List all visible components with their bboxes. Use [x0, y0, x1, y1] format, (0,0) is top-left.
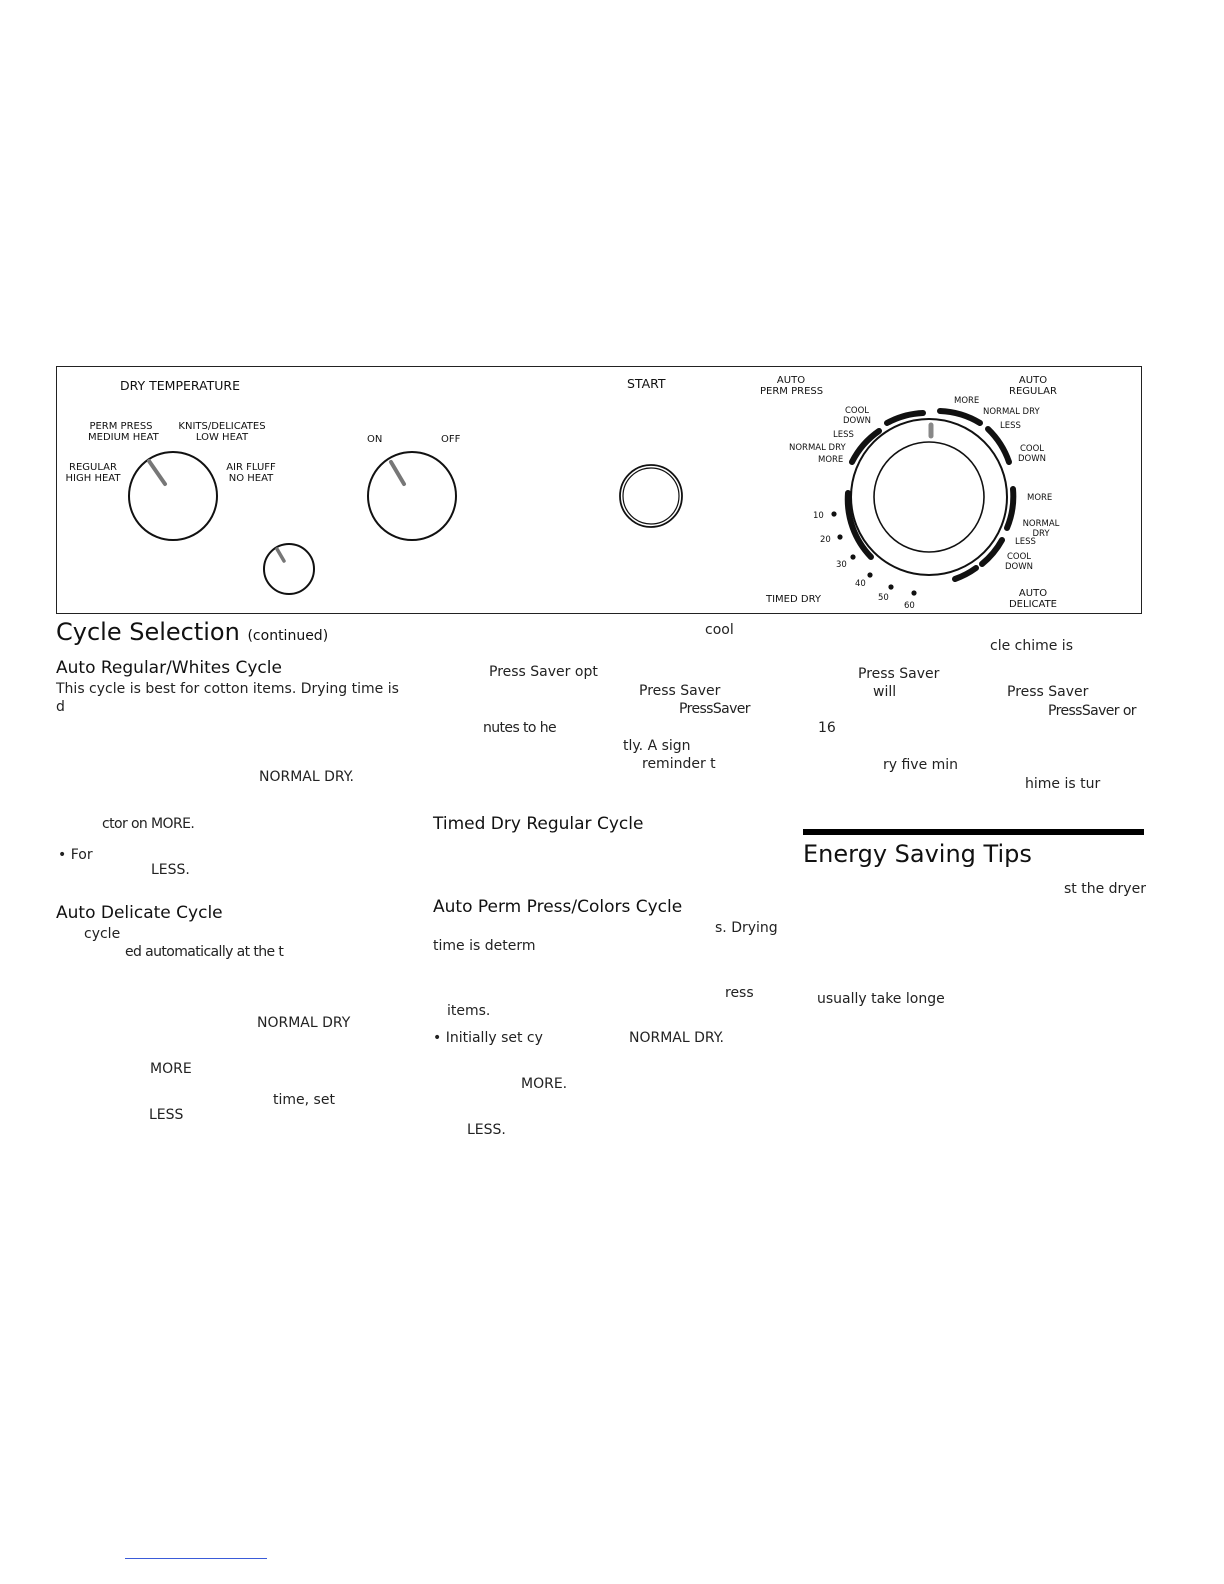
start-label: START: [627, 376, 666, 391]
press-saver-text-5: Press Saver: [1007, 684, 1089, 700]
items-text: items.: [447, 1003, 491, 1019]
will-text: will: [873, 684, 897, 700]
start-button[interactable]: [620, 465, 682, 527]
delicate-cool-down-label: COOL DOWN: [1005, 552, 1033, 572]
footer-link-underline[interactable]: [125, 1558, 267, 1559]
minutes-to-text: nutes to he: [483, 720, 556, 736]
more-text-3: MORE.: [521, 1076, 568, 1092]
ed-automatically-text: ed automatically at the t: [125, 944, 284, 960]
delicate-more-label: MORE: [1027, 493, 1053, 503]
regular-less-label: LESS: [1000, 421, 1021, 431]
regular-normal-dry-label: NORMAL DRY: [983, 407, 1040, 417]
minutes-50-label: 50: [878, 593, 889, 603]
on-off-knob[interactable]: [368, 452, 456, 540]
energy-saving-tips-heading: Energy Saving Tips: [803, 840, 1032, 868]
cycle-selector-dial[interactable]: [831, 411, 1013, 596]
minutes-60-label: 60: [904, 601, 915, 611]
normal-dry-text-2: NORMAL DRY: [257, 1015, 351, 1031]
press-saver-text-4: Press Saver: [858, 666, 940, 682]
sixteen-text: 16: [818, 720, 836, 736]
less-text-2: LESS: [149, 1107, 184, 1123]
press-saver-text-2: Press Saver: [639, 683, 721, 699]
timed-dry-label: TIMED DRY: [766, 594, 821, 605]
more-text-1: ctor on MORE.: [102, 816, 195, 832]
regular-cool-down-label: COOL DOWN: [1018, 444, 1046, 464]
minutes-40-label: 40: [855, 579, 866, 589]
usually-take-longer-text: usually take longe: [817, 991, 945, 1007]
perm-more-label: MORE: [818, 455, 844, 465]
auto-perm-press-heading: Auto Perm Press/Colors Cycle: [433, 897, 683, 917]
dry-temperature-title: DRY TEMPERATURE: [120, 378, 241, 393]
less-text-3: LESS.: [467, 1122, 506, 1138]
adjust-dryer-text: st the dryer: [1064, 881, 1146, 897]
normal-dry-text-1: NORMAL DRY.: [259, 769, 354, 785]
press-saver-option-text: Press Saver opt: [489, 664, 598, 680]
minutes-20-label: 20: [820, 535, 831, 545]
normal-dry-text-3: NORMAL DRY.: [629, 1030, 724, 1046]
on-label: ON: [367, 434, 383, 445]
minutes-10-label: 10: [813, 511, 824, 521]
time-determined-text: time is determ: [433, 938, 536, 954]
perm-less-label: LESS: [833, 430, 854, 440]
timed-dry-regular-heading: Timed Dry Regular Cycle: [433, 814, 644, 834]
auto-regular-text-1: This cycle is best for cotton items. Drying time is: [56, 681, 399, 697]
drying-text: s. Drying: [715, 920, 778, 936]
auto-regular-label: AUTO REGULAR: [1009, 375, 1057, 397]
bullet-for-text: • For: [58, 847, 93, 863]
cycle-chime-text: cle chime is: [990, 638, 1073, 654]
delicate-less-label: LESS: [1015, 537, 1036, 547]
off-label: OFF: [441, 434, 461, 445]
perm-normal-dry-label: NORMAL DRY: [789, 443, 846, 453]
press-saver-text-3: PressSaver: [679, 701, 750, 717]
initially-set-text: • Initially set cy: [433, 1030, 543, 1046]
auto-perm-press-label: AUTO PERM PRESS: [760, 375, 824, 397]
minutes-30-label: 30: [836, 560, 847, 570]
auto-regular-heading: Auto Regular/Whites Cycle: [56, 658, 282, 678]
press-saver-or-text: PressSaver or: [1048, 703, 1136, 719]
dry-temperature-knob[interactable]: [129, 452, 217, 540]
cycle-word-text: cycle: [84, 926, 121, 942]
ress-text: ress: [725, 985, 754, 1001]
air-fluff-label: AIR FLUFF NO HEAT: [226, 462, 276, 484]
every-five-minutes-text: ry five min: [883, 757, 959, 773]
time-set-text: time, set: [273, 1092, 335, 1108]
knits-delicates-label: KNITS/DELICATES LOW HEAT: [178, 421, 266, 443]
delicate-normal-dry-label: NORMAL DRY: [1022, 519, 1060, 539]
perm-press-label: PERM PRESS MEDIUM HEAT: [88, 421, 159, 443]
regular-label: REGULAR HIGH HEAT: [65, 462, 121, 484]
signal-text: tly. A sign: [623, 738, 691, 754]
reminder-text: reminder t: [642, 756, 716, 772]
perm-cool-down-label: COOL DOWN: [843, 406, 871, 426]
cycle-selection-heading: Cycle Selection (continued): [56, 618, 329, 646]
more-text-2: MORE: [150, 1061, 192, 1077]
auto-regular-text-2: d: [56, 699, 65, 715]
auto-delicate-label: AUTO DELICATE: [1008, 588, 1057, 610]
section-divider: [803, 829, 1144, 835]
less-text-1: LESS.: [151, 862, 190, 878]
small-knob[interactable]: [264, 544, 314, 594]
auto-delicate-heading: Auto Delicate Cycle: [56, 903, 223, 923]
cool-text: cool: [705, 622, 734, 638]
regular-more-label: MORE: [954, 396, 980, 406]
chime-turned-text: hime is tur: [1025, 776, 1101, 792]
